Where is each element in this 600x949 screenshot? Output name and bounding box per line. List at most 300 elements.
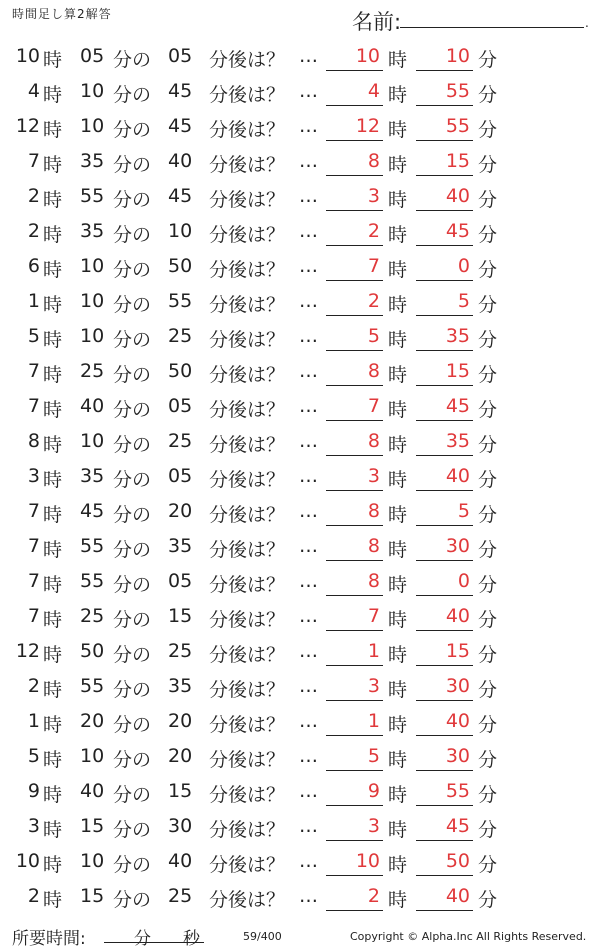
- minutes-later-label: 分後は？: [209, 889, 286, 911]
- answer-hour: 5: [367, 745, 380, 767]
- minutes-later-label: 分後は？: [209, 819, 286, 841]
- answer-hour: 3: [367, 185, 380, 207]
- minutes-later-label: 分後は？: [209, 119, 286, 141]
- ellipsis: …: [299, 395, 318, 417]
- hour-unit: 時: [43, 644, 63, 666]
- answer-hour: 5: [367, 325, 380, 347]
- answer-hour: 8: [367, 500, 380, 522]
- answer-minute-line[interactable]: [416, 770, 473, 771]
- minute-of-label: 分の: [113, 609, 152, 631]
- start-hour: 1: [27, 290, 40, 312]
- answer-hour-line[interactable]: [326, 735, 383, 736]
- ellipsis: …: [299, 255, 318, 277]
- start-minute: 15: [80, 885, 105, 907]
- added-minutes: 45: [168, 185, 193, 207]
- added-minutes: 20: [168, 745, 193, 767]
- answer-hour-line[interactable]: [326, 770, 383, 771]
- answer-minute: 50: [445, 850, 470, 872]
- ellipsis: …: [299, 115, 318, 137]
- minute-of-label: 分の: [113, 364, 152, 386]
- minute-of-label: 分の: [113, 154, 152, 176]
- answer-minute-unit: 分: [478, 119, 498, 141]
- start-hour: 6: [27, 255, 40, 277]
- answer-hour-unit: 時: [388, 329, 408, 351]
- answer-minute-unit: 分: [478, 189, 498, 211]
- answer-hour: 3: [367, 675, 380, 697]
- ellipsis: …: [299, 500, 318, 522]
- added-minutes: 25: [168, 430, 193, 452]
- added-minutes: 15: [168, 780, 193, 802]
- ellipsis: …: [299, 745, 318, 767]
- hour-unit: 時: [43, 224, 63, 246]
- answer-hour: 8: [367, 535, 380, 557]
- answer-minute: 40: [445, 465, 470, 487]
- hour-unit: 時: [43, 504, 63, 526]
- answer-minute-line[interactable]: [416, 420, 473, 421]
- answer-hour: 9: [367, 780, 380, 802]
- ellipsis: …: [299, 780, 318, 802]
- hour-unit: 時: [43, 539, 63, 561]
- answer-minute-unit: 分: [478, 84, 498, 106]
- minute-of-label: 分の: [113, 889, 152, 911]
- answer-minute-unit: 分: [478, 154, 498, 176]
- problem-row: [0, 144, 600, 179]
- answer-minute-unit: 分: [478, 294, 498, 316]
- answer-hour-line[interactable]: [326, 490, 383, 491]
- added-minutes: 40: [168, 150, 193, 172]
- start-minute: 10: [80, 290, 105, 312]
- minute-of-label: 分の: [113, 84, 152, 106]
- answer-hour-unit: 時: [388, 819, 408, 841]
- start-hour: 2: [27, 220, 40, 242]
- minutes-later-label: 分後は？: [209, 434, 286, 456]
- hour-unit: 時: [43, 609, 63, 631]
- start-minute: 35: [80, 150, 105, 172]
- start-hour: 7: [27, 500, 40, 522]
- problem-row: [0, 774, 600, 809]
- added-minutes: 55: [168, 290, 193, 312]
- problem-row: [0, 529, 600, 564]
- answer-minute: 0: [457, 255, 470, 277]
- answer-hour: 10: [355, 45, 380, 67]
- start-minute: 35: [80, 220, 105, 242]
- start-minute: 10: [80, 745, 105, 767]
- problem-row: [0, 879, 600, 914]
- answer-hour-line[interactable]: [326, 140, 383, 141]
- hour-unit: 時: [43, 469, 63, 491]
- answer-minute-unit: 分: [478, 469, 498, 491]
- answer-hour-line[interactable]: [326, 420, 383, 421]
- start-hour: 2: [27, 675, 40, 697]
- start-hour: 2: [27, 885, 40, 907]
- answer-minute-unit: 分: [478, 574, 498, 596]
- ellipsis: …: [299, 605, 318, 627]
- minutes-later-label: 分後は？: [209, 469, 286, 491]
- minutes-later-label: 分後は？: [209, 154, 286, 176]
- hour-unit: 時: [43, 84, 63, 106]
- answer-hour-unit: 時: [388, 84, 408, 106]
- start-minute: 10: [80, 115, 105, 137]
- hour-unit: 時: [43, 889, 63, 911]
- answer-hour: 3: [367, 815, 380, 837]
- minute-of-label: 分の: [113, 259, 152, 281]
- answer-minute-line[interactable]: [416, 910, 473, 911]
- hour-unit: 時: [43, 294, 63, 316]
- answer-minute: 40: [445, 605, 470, 627]
- minutes-later-label: 分後は？: [209, 609, 286, 631]
- answer-minute: 35: [445, 325, 470, 347]
- answer-minute: 15: [445, 360, 470, 382]
- answer-hour-unit: 時: [388, 49, 408, 71]
- answer-hour-line[interactable]: [326, 175, 383, 176]
- answer-minute-line[interactable]: [416, 105, 473, 106]
- answer-hour: 1: [367, 710, 380, 732]
- answer-minute-line[interactable]: [416, 350, 473, 351]
- worksheet-title: 時間足し算2解答: [12, 7, 112, 21]
- answer-minute-line[interactable]: [416, 385, 473, 386]
- problem-row: [0, 249, 600, 284]
- start-minute: 20: [80, 710, 105, 732]
- answer-minute-unit: 分: [478, 889, 498, 911]
- answer-minute: 45: [445, 220, 470, 242]
- answer-hour: 7: [367, 255, 380, 277]
- answer-hour-unit: 時: [388, 119, 408, 141]
- answer-minute-line[interactable]: [416, 490, 473, 491]
- answer-minute-line[interactable]: [416, 175, 473, 176]
- start-minute: 10: [80, 430, 105, 452]
- answer-hour-unit: 時: [388, 434, 408, 456]
- answer-minute-unit: 分: [478, 434, 498, 456]
- copyright-notice: Copyright © Alpha.Inc All Rights Reserved.: [350, 930, 587, 943]
- ellipsis: …: [299, 885, 318, 907]
- answer-hour: 7: [367, 605, 380, 627]
- minutes-later-label: 分後は？: [209, 714, 286, 736]
- hour-unit: 時: [43, 49, 63, 71]
- answer-hour: 7: [367, 395, 380, 417]
- start-hour: 3: [27, 465, 40, 487]
- minutes-later-label: 分後は？: [209, 749, 286, 771]
- ellipsis: …: [299, 430, 318, 452]
- answer-hour-line[interactable]: [326, 910, 383, 911]
- start-minute: 45: [80, 500, 105, 522]
- answer-hour: 2: [367, 220, 380, 242]
- problem-row: [0, 809, 600, 844]
- start-minute: 40: [80, 780, 105, 802]
- answer-hour: 8: [367, 430, 380, 452]
- answer-hour: 8: [367, 570, 380, 592]
- answer-minute: 5: [457, 500, 470, 522]
- problem-row: [0, 494, 600, 529]
- problem-row: [0, 424, 600, 459]
- answer-minute: 40: [445, 885, 470, 907]
- problem-row: [0, 634, 600, 669]
- minutes-later-label: 分後は？: [209, 224, 286, 246]
- answer-minute: 35: [445, 430, 470, 452]
- minute-of-label: 分の: [113, 539, 152, 561]
- answer-hour-unit: 時: [388, 749, 408, 771]
- minutes-later-label: 分後は？: [209, 294, 286, 316]
- answer-minute-unit: 分: [478, 49, 498, 71]
- answer-minute-unit: 分: [478, 539, 498, 561]
- answer-minute: 15: [445, 150, 470, 172]
- answer-minute-line[interactable]: [416, 665, 473, 666]
- answer-hour-line[interactable]: [326, 385, 383, 386]
- answer-hour: 4: [367, 80, 380, 102]
- answer-hour-line[interactable]: [326, 105, 383, 106]
- hour-unit: 時: [43, 784, 63, 806]
- added-minutes: 20: [168, 710, 193, 732]
- minute-of-label: 分の: [113, 784, 152, 806]
- hour-unit: 時: [43, 749, 63, 771]
- answer-hour-unit: 時: [388, 714, 408, 736]
- start-minute: 15: [80, 815, 105, 837]
- ellipsis: …: [299, 570, 318, 592]
- start-hour: 3: [27, 815, 40, 837]
- ellipsis: …: [299, 220, 318, 242]
- answer-hour-line[interactable]: [326, 455, 383, 456]
- answer-minute-unit: 分: [478, 854, 498, 876]
- start-hour: 7: [27, 605, 40, 627]
- answer-minute-unit: 分: [478, 749, 498, 771]
- problem-row: [0, 704, 600, 739]
- answer-hour-unit: 時: [388, 259, 408, 281]
- minute-of-label: 分の: [113, 679, 152, 701]
- answer-minute: 30: [445, 535, 470, 557]
- answer-hour-unit: 時: [388, 784, 408, 806]
- added-minutes: 35: [168, 535, 193, 557]
- answer-hour-unit: 時: [388, 469, 408, 491]
- answer-minute-line[interactable]: [416, 315, 473, 316]
- answer-hour-unit: 時: [388, 189, 408, 211]
- hour-unit: 時: [43, 329, 63, 351]
- answer-hour: 1: [367, 640, 380, 662]
- answer-minute: 30: [445, 745, 470, 767]
- answer-hour-line[interactable]: [326, 70, 383, 71]
- answer-minute: 40: [445, 185, 470, 207]
- answer-minute: 55: [445, 80, 470, 102]
- minutes-later-label: 分後は？: [209, 504, 286, 526]
- problem-row: [0, 389, 600, 424]
- answer-minute: 55: [445, 780, 470, 802]
- answer-minute-line[interactable]: [416, 875, 473, 876]
- answer-minute-line[interactable]: [416, 245, 473, 246]
- start-minute: 40: [80, 395, 105, 417]
- answer-hour-unit: 時: [388, 539, 408, 561]
- answer-minute-unit: 分: [478, 329, 498, 351]
- answer-minute-line[interactable]: [416, 280, 473, 281]
- added-minutes: 40: [168, 850, 193, 872]
- answer-minute: 45: [445, 395, 470, 417]
- answer-hour-unit: 時: [388, 889, 408, 911]
- hour-unit: 時: [43, 259, 63, 281]
- answer-hour: 8: [367, 360, 380, 382]
- added-minutes: 15: [168, 605, 193, 627]
- answer-hour-line[interactable]: [326, 280, 383, 281]
- answer-hour-line[interactable]: [326, 700, 383, 701]
- hour-unit: 時: [43, 574, 63, 596]
- time-required-label: 所要時間:: [12, 929, 86, 949]
- problem-row: [0, 669, 600, 704]
- answer-hour-line[interactable]: [326, 525, 383, 526]
- ellipsis: …: [299, 675, 318, 697]
- minutes-later-label: 分後は？: [209, 329, 286, 351]
- time-required-minutes-unit: 分: [134, 929, 151, 949]
- start-minute: 55: [80, 535, 105, 557]
- answer-minute-unit: 分: [478, 714, 498, 736]
- answer-hour-line[interactable]: [326, 840, 383, 841]
- answer-hour: 3: [367, 465, 380, 487]
- added-minutes: 35: [168, 675, 193, 697]
- start-minute: 10: [80, 850, 105, 872]
- answer-hour-line[interactable]: [326, 245, 383, 246]
- added-minutes: 05: [168, 570, 193, 592]
- answer-hour-line[interactable]: [326, 315, 383, 316]
- problem-row: [0, 459, 600, 494]
- ellipsis: …: [299, 325, 318, 347]
- problem-row: [0, 179, 600, 214]
- minute-of-label: 分の: [113, 854, 152, 876]
- added-minutes: 25: [168, 325, 193, 347]
- answer-minute: 55: [445, 115, 470, 137]
- answer-minute-line[interactable]: [416, 525, 473, 526]
- answer-hour-unit: 時: [388, 574, 408, 596]
- minutes-later-label: 分後は？: [209, 539, 286, 561]
- start-hour: 7: [27, 570, 40, 592]
- ellipsis: …: [299, 850, 318, 872]
- start-hour: 7: [27, 360, 40, 382]
- start-minute: 05: [80, 45, 105, 67]
- answer-minute-unit: 分: [478, 644, 498, 666]
- answer-minute-line[interactable]: [416, 700, 473, 701]
- answer-hour-line[interactable]: [326, 875, 383, 876]
- start-hour: 5: [27, 745, 40, 767]
- ellipsis: …: [299, 360, 318, 382]
- start-hour: 10: [15, 45, 40, 67]
- minute-of-label: 分の: [113, 329, 152, 351]
- name-end-mark: .: [585, 16, 589, 30]
- answer-minute-unit: 分: [478, 259, 498, 281]
- answer-minute-line[interactable]: [416, 840, 473, 841]
- start-hour: 12: [15, 640, 40, 662]
- added-minutes: 45: [168, 80, 193, 102]
- answer-hour-unit: 時: [388, 364, 408, 386]
- answer-hour-line[interactable]: [326, 595, 383, 596]
- answer-hour: 2: [367, 290, 380, 312]
- answer-hour: 10: [355, 850, 380, 872]
- answer-hour-unit: 時: [388, 854, 408, 876]
- minute-of-label: 分の: [113, 504, 152, 526]
- answer-minute-unit: 分: [478, 819, 498, 841]
- ellipsis: …: [299, 465, 318, 487]
- minutes-later-label: 分後は？: [209, 784, 286, 806]
- added-minutes: 10: [168, 220, 193, 242]
- start-minute: 55: [80, 185, 105, 207]
- start-hour: 7: [27, 395, 40, 417]
- answer-hour-line[interactable]: [326, 210, 383, 211]
- problem-list: [0, 39, 600, 914]
- start-hour: 12: [15, 115, 40, 137]
- added-minutes: 45: [168, 115, 193, 137]
- start-hour: 1: [27, 710, 40, 732]
- answer-minute: 5: [457, 290, 470, 312]
- answer-minute: 0: [457, 570, 470, 592]
- name-field-line[interactable]: [400, 27, 584, 28]
- hour-unit: 時: [43, 819, 63, 841]
- answer-hour-line[interactable]: [326, 350, 383, 351]
- answer-minute-line[interactable]: [416, 595, 473, 596]
- answer-minute-line[interactable]: [416, 805, 473, 806]
- hour-unit: 時: [43, 119, 63, 141]
- answer-hour-line[interactable]: [326, 665, 383, 666]
- start-minute: 55: [80, 675, 105, 697]
- minute-of-label: 分の: [113, 224, 152, 246]
- answer-minute-line[interactable]: [416, 210, 473, 211]
- minutes-later-label: 分後は？: [209, 84, 286, 106]
- problem-row: [0, 284, 600, 319]
- minute-of-label: 分の: [113, 819, 152, 841]
- answer-hour-unit: 時: [388, 294, 408, 316]
- start-minute: 10: [80, 255, 105, 277]
- page-number: 59/400: [243, 930, 282, 943]
- answer-minute-line[interactable]: [416, 630, 473, 631]
- minute-of-label: 分の: [113, 119, 152, 141]
- problem-row: [0, 214, 600, 249]
- answer-hour: 8: [367, 150, 380, 172]
- answer-minute-unit: 分: [478, 679, 498, 701]
- start-minute: 35: [80, 465, 105, 487]
- start-minute: 50: [80, 640, 105, 662]
- ellipsis: …: [299, 710, 318, 732]
- minutes-later-label: 分後は？: [209, 259, 286, 281]
- start-minute: 10: [80, 325, 105, 347]
- minutes-later-label: 分後は？: [209, 49, 286, 71]
- ellipsis: …: [299, 150, 318, 172]
- minutes-later-label: 分後は？: [209, 854, 286, 876]
- answer-minute-unit: 分: [478, 224, 498, 246]
- answer-hour-line[interactable]: [326, 630, 383, 631]
- added-minutes: 30: [168, 815, 193, 837]
- answer-hour-line[interactable]: [326, 805, 383, 806]
- problem-row: [0, 844, 600, 879]
- start-hour: 9: [27, 780, 40, 802]
- ellipsis: …: [299, 815, 318, 837]
- answer-minute: 30: [445, 675, 470, 697]
- added-minutes: 25: [168, 640, 193, 662]
- answer-minute-line[interactable]: [416, 735, 473, 736]
- answer-hour-unit: 時: [388, 504, 408, 526]
- answer-minute-line[interactable]: [416, 70, 473, 71]
- answer-minute-unit: 分: [478, 399, 498, 421]
- minutes-later-label: 分後は？: [209, 574, 286, 596]
- added-minutes: 20: [168, 500, 193, 522]
- minutes-later-label: 分後は？: [209, 399, 286, 421]
- answer-hour-unit: 時: [388, 644, 408, 666]
- problem-row: [0, 74, 600, 109]
- minute-of-label: 分の: [113, 574, 152, 596]
- answer-hour: 2: [367, 885, 380, 907]
- start-minute: 25: [80, 360, 105, 382]
- minute-of-label: 分の: [113, 749, 152, 771]
- answer-minute-line[interactable]: [416, 455, 473, 456]
- answer-hour-unit: 時: [388, 399, 408, 421]
- answer-minute-line[interactable]: [416, 560, 473, 561]
- minute-of-label: 分の: [113, 469, 152, 491]
- answer-minute-line[interactable]: [416, 140, 473, 141]
- ellipsis: …: [299, 290, 318, 312]
- minute-of-label: 分の: [113, 49, 152, 71]
- answer-hour-line[interactable]: [326, 560, 383, 561]
- added-minutes: 50: [168, 255, 193, 277]
